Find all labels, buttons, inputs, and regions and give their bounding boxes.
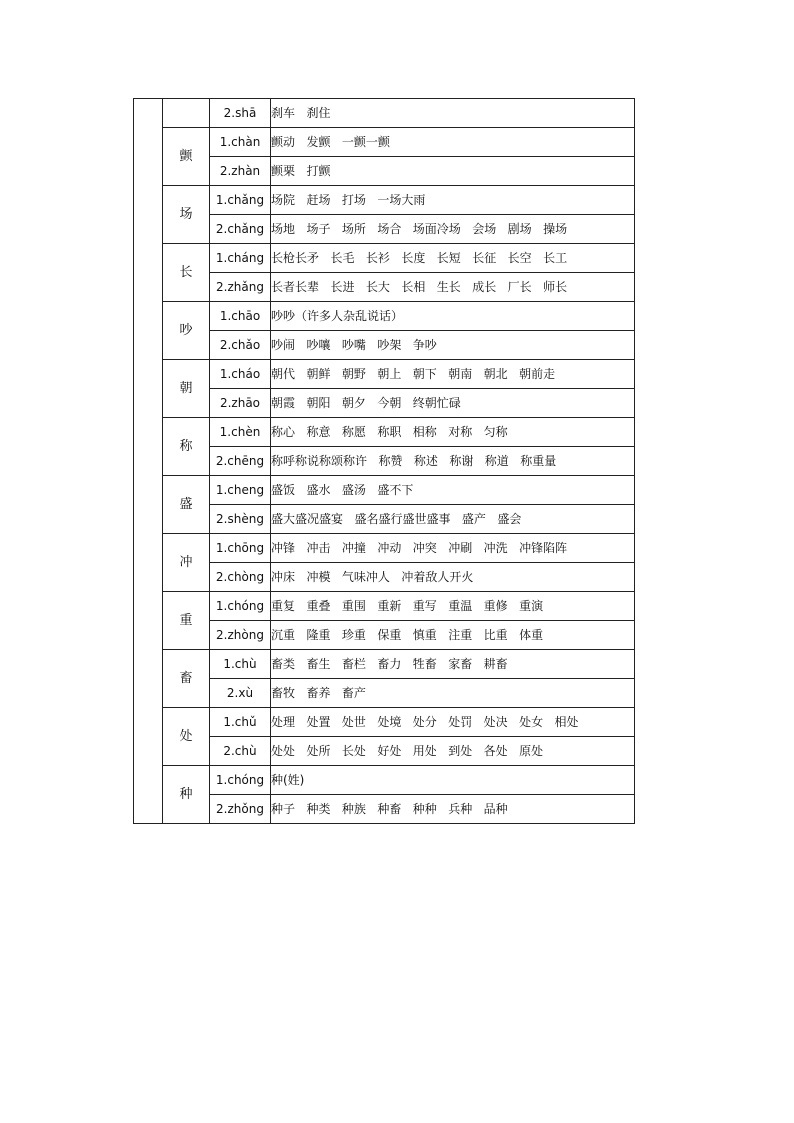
pinyin-cell: 1.cheng [210,476,271,505]
character-cell: 畜 [163,650,210,708]
table-row [134,737,635,766]
example-words-cell: 种子 种类 种族 种畜 种种 兵种 品种 [271,795,635,824]
example-words-cell: 颤动 发颤 一颤一颤 [271,128,635,157]
table-row [134,534,635,563]
pinyin-cell: 2.zhāo [210,389,271,418]
table-row [134,302,635,331]
pinyin-cell: 2.chǎng [210,215,271,244]
character-cell: 种 [163,766,210,824]
pinyin-cell: 1.cháng [210,244,271,273]
character-cell: 朝 [163,360,210,418]
blank-column-cell [134,99,163,824]
example-words-cell: 颤栗 打颤 [271,157,635,186]
pinyin-cell: 2.chǎo [210,331,271,360]
polyphone-table [133,98,635,824]
table-row [134,418,635,447]
character-cell: 吵 [163,302,210,360]
table-row [134,563,635,592]
pinyin-cell: 1.chàn [210,128,271,157]
table-row [134,128,635,157]
table-body [134,99,635,824]
example-words-cell: 长枪长矛 长毛 长衫 长度 长短 长征 长空 长工 [271,244,635,273]
table-row [134,186,635,215]
example-words-cell: 重复 重叠 重围 重新 重写 重温 重修 重演 [271,592,635,621]
table-row [134,331,635,360]
pinyin-cell: 2.chù [210,737,271,766]
example-words-cell: 盛饭 盛水 盛汤 盛不下 [271,476,635,505]
pinyin-cell: 2.zhòng [210,621,271,650]
example-words-cell: 场地 场子 场所 场合 场面冷场 会场 剧场 操场 [271,215,635,244]
pinyin-cell: 2.shā [210,99,271,128]
character-cell: 称 [163,418,210,476]
example-words-cell: 处理 处置 处世 处境 处分 处罚 处决 处女 相处 [271,708,635,737]
example-words-cell: 冲锋 冲击 冲撞 冲动 冲突 冲刷 冲洗 冲锋陷阵 [271,534,635,563]
table-row [134,389,635,418]
example-words-cell: 冲床 冲模 气味冲人 冲着敌人开火 [271,563,635,592]
example-words-cell: 朝霞 朝阳 朝夕 今朝 终朝忙碌 [271,389,635,418]
example-words-cell: 吵闹 吵嚷 吵嘴 吵架 争吵 [271,331,635,360]
table-row [134,766,635,795]
pinyin-cell: 1.chóng [210,766,271,795]
table-row [134,505,635,534]
pinyin-cell: 1.chù [210,650,271,679]
pinyin-cell: 2.xù [210,679,271,708]
table-row [134,447,635,476]
character-cell: 长 [163,244,210,302]
example-words-cell: 种(姓) [271,766,635,795]
example-words-cell: 场院 赶场 打场 一场大雨 [271,186,635,215]
example-words-cell: 刹车 刹住 [271,99,635,128]
table-row [134,157,635,186]
pinyin-cell: 2.zhǒng [210,795,271,824]
example-words-cell: 处处 处所 长处 好处 用处 到处 各处 原处 [271,737,635,766]
pinyin-cell: 1.chǔ [210,708,271,737]
pinyin-cell: 1.chǎng [210,186,271,215]
character-cell: 冲 [163,534,210,592]
pinyin-cell: 1.cháo [210,360,271,389]
example-words-cell: 盛大盛况盛宴 盛名盛行盛世盛事 盛产 盛会 [271,505,635,534]
character-cell [163,99,210,128]
pinyin-cell: 2.shèng [210,505,271,534]
example-words-cell: 畜类 畜生 畜栏 畜力 牲畜 家畜 耕畜 [271,650,635,679]
pinyin-cell: 1.chóng [210,592,271,621]
character-cell: 盛 [163,476,210,534]
example-words-cell: 沉重 隆重 珍重 保重 慎重 注重 比重 体重 [271,621,635,650]
table-row [134,650,635,679]
pinyin-cell: 1.chāo [210,302,271,331]
table-row [134,273,635,302]
table-row [134,621,635,650]
table-row [134,476,635,505]
example-words-cell: 称呼称说称颂称许 称赞 称述 称谢 称道 称重量 [271,447,635,476]
example-words-cell: 畜牧 畜养 畜产 [271,679,635,708]
table-row [134,244,635,273]
example-words-cell: 吵吵（许多人杂乱说话） [271,302,635,331]
character-cell: 颤 [163,128,210,186]
character-cell: 重 [163,592,210,650]
example-words-cell: 长者长辈 长进 长大 长相 生长 成长 厂长 师长 [271,273,635,302]
pinyin-cell: 2.chēng [210,447,271,476]
pinyin-cell: 2.zhǎng [210,273,271,302]
table-row [134,99,635,128]
table-row [134,592,635,621]
table-row [134,708,635,737]
pinyin-cell: 2.zhàn [210,157,271,186]
character-cell: 场 [163,186,210,244]
example-words-cell: 称心 称意 称愿 称职 相称 对称 匀称 [271,418,635,447]
table-row [134,679,635,708]
table-row [134,795,635,824]
pinyin-cell: 1.chōng [210,534,271,563]
table-row [134,360,635,389]
pinyin-cell: 1.chèn [210,418,271,447]
example-words-cell: 朝代 朝鲜 朝野 朝上 朝下 朝南 朝北 朝前走 [271,360,635,389]
character-cell: 处 [163,708,210,766]
pinyin-cell: 2.chòng [210,563,271,592]
table-row [134,215,635,244]
